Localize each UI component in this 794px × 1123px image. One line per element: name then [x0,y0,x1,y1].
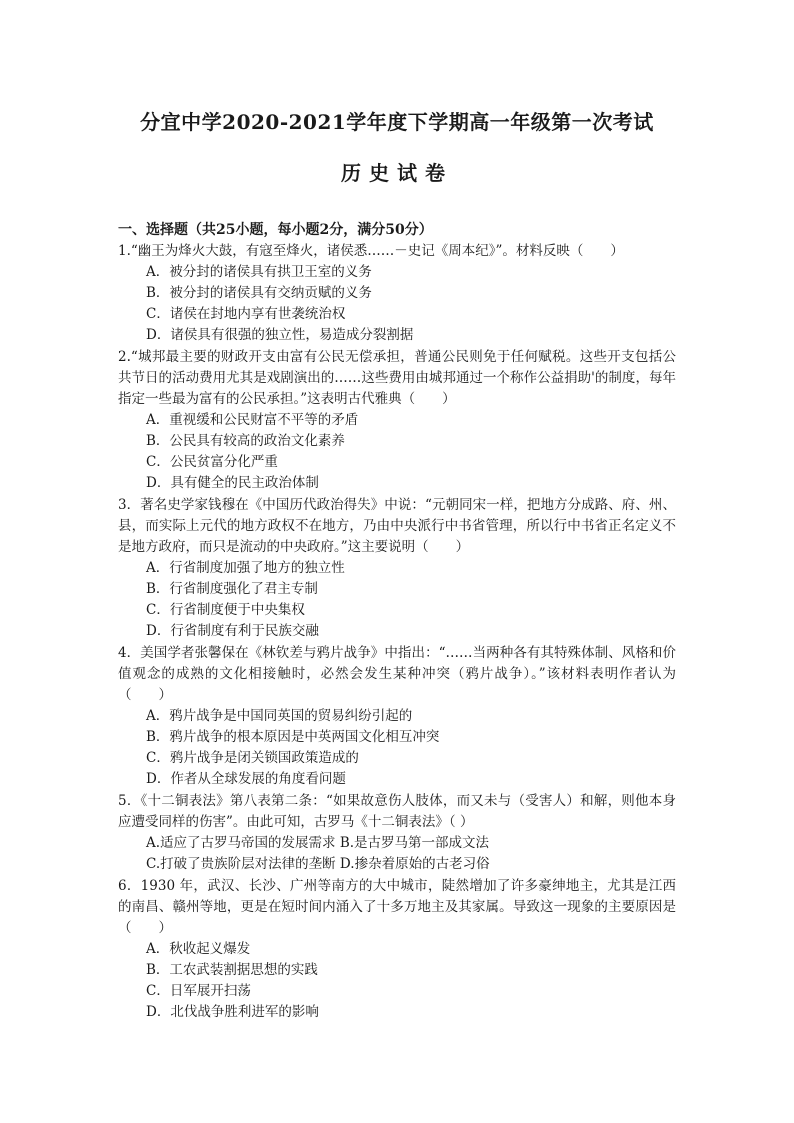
option-d: D．行省制度有利于民族交融 [146,623,319,639]
question-stem: 5．《十二铜表法》第八表第二条：“如果故意伤人肢体，而又未与（受害人）和解，则他本身应遭受同样的伤害”。由此可知，古罗马《十二铜表法》（ ） [118,793,676,830]
exam-title: 分宜中学2020-2021学年度下学期高一年级第一次考试 [140,110,654,134]
option-a: A．秋收起义爆发 [146,941,251,957]
option-d: D．北伐战争胜利进军的影响 [146,1004,319,1020]
option-c: C．公民贫富分化严重 [146,454,278,470]
question-stem: 2.“城邦最主要的财政开支由富有公民无偿承担，普通公民则免于任何赋税。这些开支包括公共节日的活动费用尤其是戏剧演出的……这些费用由城邦通过一个称作公益捐助'的制度，每年指定一些最为富有的公民承担。”这表明古代雅典（ ） [118,349,676,407]
question-stem: 1.“幽王为烽火大鼓，有寇至烽火，诸侯悉……－史记《周本纪》”。材料反映（ ） [118,243,624,259]
question-stem: 6．1930 年，武汉、长沙、广州等南方的大中城市，陡然增加了许多豪绅地主，尤其是江西的南昌、赣州等地，更是在短时间内涌入了十多万地主及其家属。导致这一现象的主要原因是（ ） [118,878,676,936]
option-b: B．鸦片战争的根本原因是中英两国文化相互冲突 [146,729,440,745]
option-b: B．公民具有较高的政治文化素养 [146,433,345,449]
option-c: C．鸦片战争是闭关锁国政策造成的 [146,750,359,766]
option-a: A．行省制度加强了地方的独立性 [146,560,345,576]
question-5 [118,791,676,875]
option-b: B．工农武装割据思想的实践 [146,962,318,978]
question-stem: 4．美国学者张馨保在《林钦差与鸦片战争》中指出：“……当两种各有其特殊体制、风格和价值观念的成熟的文化相接触时，必然会发生某种冲突（鸦片战争）。”该材料表明作者认为（ ） [118,645,676,703]
option-row-ab: A.适应了古罗马帝国的发展需求 B.是古罗马第一部成文法 [146,835,490,851]
question-4 [118,643,676,790]
option-c: C．日军展开扫荡 [146,983,251,999]
question-3 [118,495,676,642]
option-a: A．鸦片战争是中国同英国的贸易纠纷引起的 [146,708,413,724]
question-1 [118,241,676,346]
section-heading: 一、选择题（共25小题，每小题2分，满分50分） [118,222,433,238]
option-row-cd: C.打破了贵族阶层对法律的垄断 D.掺杂着原始的古老习俗 [146,856,490,872]
option-c: C．行省制度便于中央集权 [146,602,305,618]
option-c: C．诸侯在封地内享有世袭统治权 [146,306,346,322]
option-a: A．被分封的诸侯具有拱卫王室的义务 [146,264,372,280]
question-stem: 3．著名史学家钱穆在《中国历代政治得失》中说：“元朝同宋一样，把地方分成路、府、州、县，而实际上元代的地方政权不在地方，乃由中央派行中书省管理，所以行中书省正名定义不是地方政府，而只是流动的中央政府。”这主要说明（ ） [118,497,676,555]
question-2 [118,347,676,494]
option-d: D．诸侯具有很强的独立性，易造成分裂割据 [146,327,414,343]
exam-subtitle: 历史试卷 [341,161,453,185]
option-b: B．被分封的诸侯具有交纳贡赋的义务 [146,285,372,301]
option-a: A．重视缓和公民财富不平等的矛盾 [146,412,359,428]
question-6 [118,876,676,1023]
option-b: B．行省制度强化了君主专制 [146,581,318,597]
option-d: D．作者从全球发展的角度看问题 [146,771,346,787]
option-d: D．具有健全的民主政治体制 [146,475,319,491]
